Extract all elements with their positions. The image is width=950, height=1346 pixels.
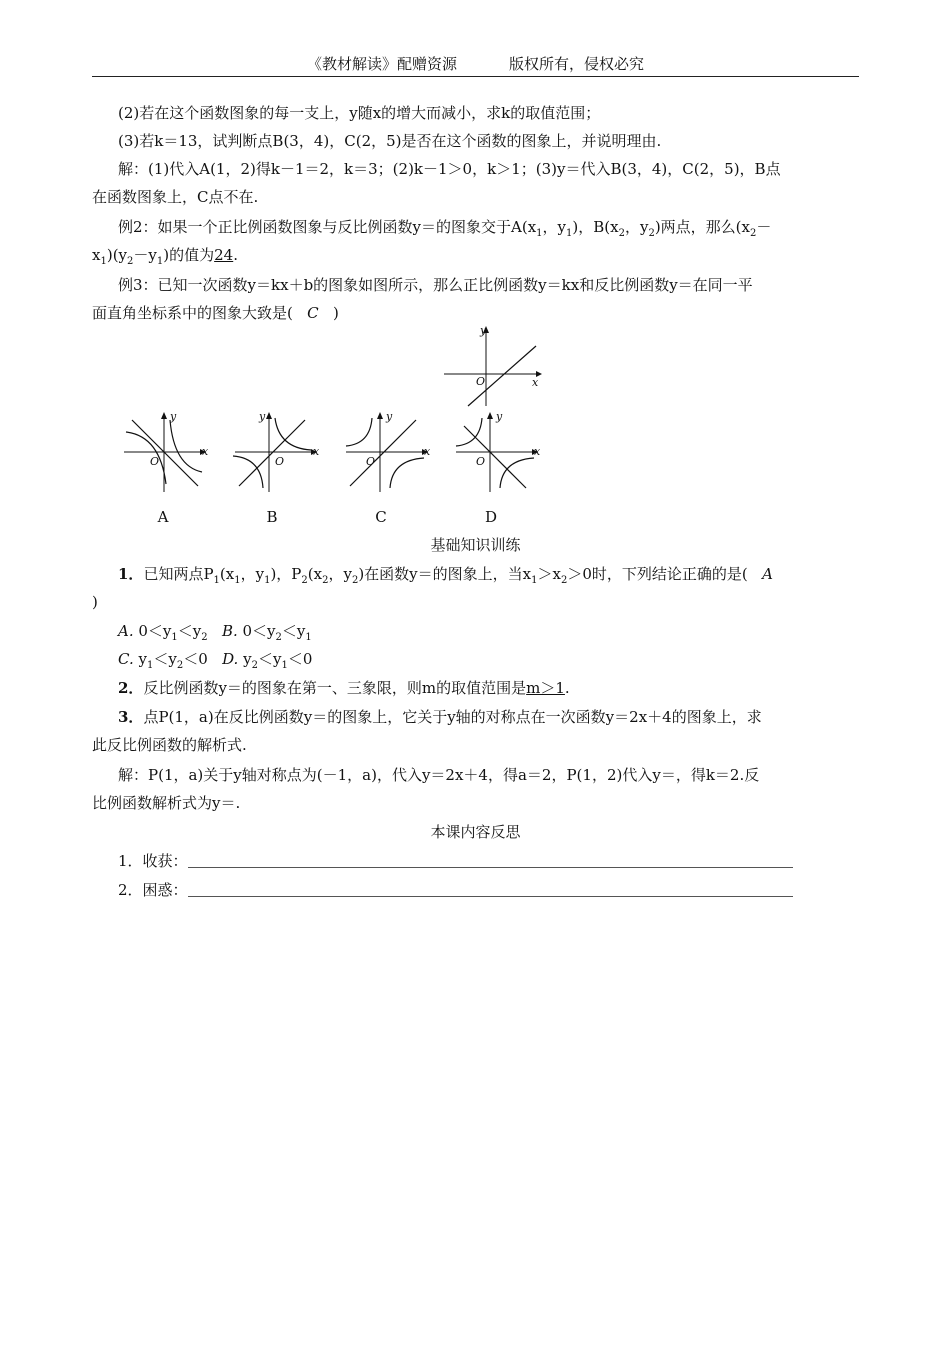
svg-text:y: y xyxy=(259,410,266,423)
example-2-answer: 24 xyxy=(214,246,234,264)
example-3-answer: C xyxy=(307,304,319,322)
question-3-solution-line-2: 比例函数解析式为y＝. xyxy=(92,794,241,812)
reflection-confusions: 2．困惑： xyxy=(118,881,859,899)
question-1-close: ) xyxy=(92,593,98,611)
solution-line-2: 在函数图象上，C点不在. xyxy=(92,188,259,206)
svg-text:y: y xyxy=(496,410,503,423)
example-2-line-2: $x_1)(y_2-y_1)$的值为24. xyxy=(92,246,238,267)
svg-text:O: O xyxy=(476,455,486,468)
option-c-label: C xyxy=(375,508,387,526)
header-right: 版权所有，侵权必究 xyxy=(509,55,645,73)
svg-text:x: x xyxy=(202,445,209,458)
question-1-options-cd: C. $y_1<y_2<0$ D. $y_2<y_1<0$ xyxy=(118,650,313,671)
option-a-graph xyxy=(120,408,215,493)
section-title-basic-training: 基础知识训练 xyxy=(430,536,521,554)
example-2-label: 例2： xyxy=(118,218,158,236)
option-d-label: D xyxy=(484,508,498,526)
question-1-options-ab: A. $0<y_1<y_2$ B. $0<y_2<y_1$ xyxy=(118,622,312,643)
question-3-line-2: 此反比例函数的解析式. xyxy=(92,736,247,754)
question-1-line-1: 1．已知两点$P_1(x_1$，$y_1$)，$P_2(x_2$，$y_2$)在函数y＝的图象上，当$x_1>x_2>0$时，下列结论正确的是( A xyxy=(118,565,773,586)
svg-text:O: O xyxy=(366,455,376,468)
option-b-graph xyxy=(231,408,326,493)
option-a-label: A xyxy=(157,508,169,526)
option-d-graph xyxy=(452,408,547,493)
problem-part-2: (2)若在这个函数图象的每一支上，y随x的增大而减小，求k的取值范围； xyxy=(118,104,601,122)
problem-part-3: (3)若k＝13，试判断点B(3，4)，C(2，5)是否在这个函数的图象上，并说明理由. xyxy=(118,132,662,150)
option-c-graph xyxy=(342,408,437,493)
question-3-line-1: 3．点P(1，a)在反比例函数y＝的图象上，它关于y轴的对称点在一次函数y＝2x＋4的图象上，求 xyxy=(118,708,762,726)
solution-line-1: 解：(1)代入A(1，2)得k－1＝2，k＝3；(2)k－1＞0，k＞1；(3)y＝代入B(3，4)，C(2，5)，B点 xyxy=(118,160,781,178)
gains-blank-line[interactable] xyxy=(188,853,793,868)
section-title-reflection: 本课内容反思 xyxy=(430,823,521,841)
reflection-gains: 1．收获： xyxy=(118,852,859,870)
example-3-line-2: 面直角坐标系中的图象大致是( C ) xyxy=(92,304,339,322)
question-3-solution-line-1: 解：P(1，a)关于y轴对称点为(－1，a)，代入y＝2x＋4，得a＝2，P(1，2)代入y＝，得k＝2.反 xyxy=(118,766,760,784)
svg-text:O: O xyxy=(150,455,160,468)
svg-text:x: x xyxy=(424,445,431,458)
question-2-answer: m＞1 xyxy=(526,679,565,697)
header-left: 《教材解读》配赠资源 xyxy=(306,55,457,73)
question-2: 2．反比例函数y＝的图象在第一、三象限，则m的取值范围是m＞1. xyxy=(118,679,570,697)
svg-text:x: x xyxy=(532,376,539,389)
option-b-label: B xyxy=(266,508,278,526)
page-header xyxy=(92,52,859,77)
question-1-answer: A xyxy=(762,565,773,583)
svg-text:x: x xyxy=(534,445,541,458)
example-3-label: 例3： xyxy=(118,276,158,294)
svg-text:x: x xyxy=(313,445,320,458)
confusions-blank-line[interactable] xyxy=(188,882,793,897)
svg-text:y: y xyxy=(170,410,177,423)
svg-text:O: O xyxy=(275,455,285,468)
svg-text:y: y xyxy=(480,324,487,337)
svg-text:y: y xyxy=(386,410,393,423)
example-2-line-1: 例2：如果一个正比例函数图象与反比例函数y＝的图象交于$A(x_1$，$y_1$)，$B(x_2$，$y_2$)两点，那么($x_2-$ xyxy=(118,218,772,239)
example-3-line-1: 例3：已知一次函数y＝kx＋b的图象如图所示，那么正比例函数y＝kx和反比例函数y＝在同一平 xyxy=(118,276,753,294)
svg-text:O: O xyxy=(476,375,486,388)
linear-function-graph xyxy=(440,322,550,410)
